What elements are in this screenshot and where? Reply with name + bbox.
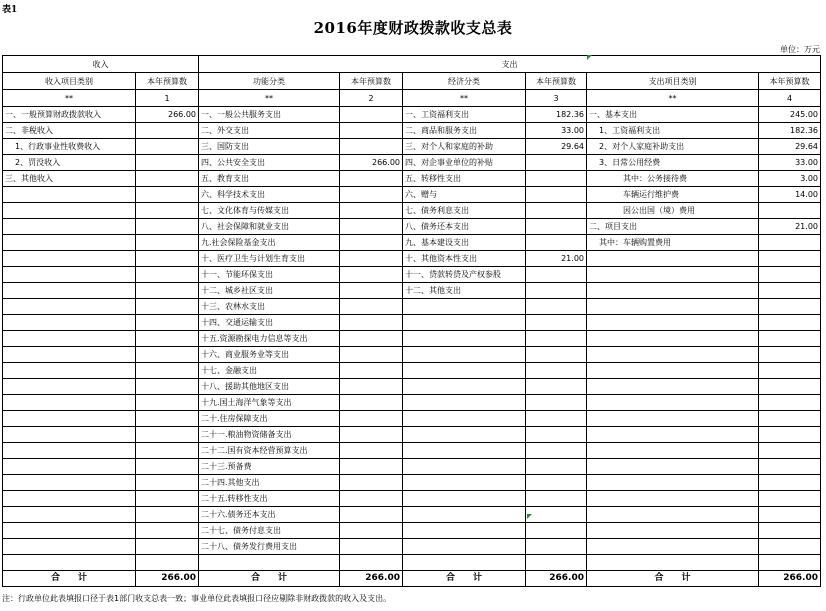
category-cell <box>587 283 759 299</box>
category-cell: 二、外交支出 <box>199 123 340 139</box>
budget-amount-cell <box>526 219 587 235</box>
category-cell <box>587 523 759 539</box>
table-row <box>3 283 821 299</box>
category-cell: 十五.资源勘探电力信息等支出 <box>199 331 340 347</box>
budget-amount-cell: 266.00 <box>340 155 403 171</box>
budget-amount-cell <box>526 523 587 539</box>
budget-amount-cell <box>136 139 199 155</box>
budget-amount-cell <box>759 299 821 315</box>
category-cell <box>403 555 526 571</box>
category-cell: 一、一般公共服务支出 <box>199 107 340 123</box>
budget-amount-cell: 14.00 <box>759 187 821 203</box>
budget-amount-cell <box>526 299 587 315</box>
budget-amount-cell <box>136 379 199 395</box>
category-cell: 1、行政事业性收费收入 <box>3 139 136 155</box>
category-cell: 十八、援助其他地区支出 <box>199 379 340 395</box>
category-cell <box>3 523 136 539</box>
budget-amount-cell <box>136 411 199 427</box>
category-cell <box>3 539 136 555</box>
category-cell <box>587 395 759 411</box>
budget-amount-cell <box>759 251 821 267</box>
column-header: 收入项目类别 <box>3 73 136 90</box>
index-cell: 2 <box>340 90 403 107</box>
category-cell: 其中：公务接待费 <box>587 171 759 187</box>
index-cell: ** <box>3 90 136 107</box>
total-label-cell: 合 计 <box>403 571 526 587</box>
budget-amount-cell <box>759 283 821 299</box>
budget-amount-cell <box>526 475 587 491</box>
total-amount-cell: 266.00 <box>340 571 403 587</box>
category-cell: 3、日常公用经费 <box>587 155 759 171</box>
table-row <box>3 203 821 219</box>
category-cell <box>3 315 136 331</box>
column-header: 本年预算数 <box>136 73 199 90</box>
budget-amount-cell <box>759 347 821 363</box>
category-cell: 二十六.债务还本支出 <box>199 507 340 523</box>
budget-amount-cell <box>136 123 199 139</box>
category-cell: 七、文化体育与传媒支出 <box>199 203 340 219</box>
category-cell <box>3 459 136 475</box>
budget-amount-cell <box>136 171 199 187</box>
table-row <box>3 107 821 123</box>
category-cell: 车辆运行维护费 <box>587 187 759 203</box>
category-cell <box>199 555 340 571</box>
table-row <box>3 123 821 139</box>
category-cell: 十一、节能环保支出 <box>199 267 340 283</box>
table-row <box>3 331 821 347</box>
budget-amount-cell: 33.00 <box>526 123 587 139</box>
budget-amount-cell <box>759 315 821 331</box>
table-row <box>3 251 821 267</box>
category-cell: 十、医疗卫生与计划生育支出 <box>199 251 340 267</box>
category-cell <box>587 315 759 331</box>
table-row <box>3 363 821 379</box>
category-cell: 五、教育支出 <box>199 171 340 187</box>
category-cell <box>403 347 526 363</box>
category-cell: 2、对个人家庭补助支出 <box>587 139 759 155</box>
budget-amount-cell <box>136 443 199 459</box>
category-cell <box>403 539 526 555</box>
budget-amount-cell <box>526 427 587 443</box>
budget-amount-cell <box>526 411 587 427</box>
budget-amount-cell <box>136 507 199 523</box>
budget-amount-cell <box>340 187 403 203</box>
category-cell: 十二、其他支出 <box>403 283 526 299</box>
category-cell: 二十.住房保障支出 <box>199 411 340 427</box>
table-row <box>3 347 821 363</box>
table-label: 表1 <box>2 5 18 15</box>
budget-amount-cell <box>526 331 587 347</box>
total-label-cell: 合 计 <box>587 571 759 587</box>
category-cell <box>587 427 759 443</box>
budget-amount-cell <box>136 299 199 315</box>
category-cell <box>3 331 136 347</box>
category-cell: 九.社会保险基金支出 <box>199 235 340 251</box>
category-cell: 四、对企事业单位的补贴 <box>403 155 526 171</box>
total-label-cell: 合 计 <box>199 571 340 587</box>
category-cell <box>3 203 136 219</box>
budget-amount-cell <box>340 347 403 363</box>
budget-amount-cell <box>759 203 821 219</box>
budget-amount-cell <box>136 315 199 331</box>
category-cell: 六、科学技术支出 <box>199 187 340 203</box>
budget-amount-cell <box>340 507 403 523</box>
table-row <box>3 459 821 475</box>
budget-amount-cell <box>526 171 587 187</box>
budget-amount-cell <box>340 555 403 571</box>
budget-amount-cell: 3.00 <box>759 171 821 187</box>
budget-amount-cell: 29.64 <box>759 139 821 155</box>
category-cell: 八、社会保障和就业支出 <box>199 219 340 235</box>
income-group-header: 收入 <box>3 56 199 73</box>
budget-amount-cell <box>340 203 403 219</box>
category-cell: 二十四.其他支出 <box>199 475 340 491</box>
budget-amount-cell <box>759 379 821 395</box>
category-cell <box>403 475 526 491</box>
budget-amount-cell: 266.00 <box>136 107 199 123</box>
unit-label: 单位：万元 <box>780 45 820 54</box>
budget-amount-cell <box>340 267 403 283</box>
category-cell <box>3 187 136 203</box>
budget-amount-cell <box>526 283 587 299</box>
category-cell <box>403 443 526 459</box>
category-cell <box>587 331 759 347</box>
category-cell: 十六、商业服务业等支出 <box>199 347 340 363</box>
budget-amount-cell <box>759 235 821 251</box>
table-row <box>3 555 821 571</box>
category-cell <box>3 283 136 299</box>
budget-amount-cell <box>759 395 821 411</box>
category-cell: 八、债务还本支出 <box>403 219 526 235</box>
category-cell <box>587 347 759 363</box>
category-cell <box>403 427 526 443</box>
expense-group-header: 支出 <box>199 56 821 73</box>
total-row <box>3 571 821 587</box>
category-cell: 二、非税收入 <box>3 123 136 139</box>
budget-amount-cell <box>526 491 587 507</box>
table-row <box>3 139 821 155</box>
budget-amount-cell <box>340 411 403 427</box>
budget-amount-cell <box>526 235 587 251</box>
category-cell <box>587 299 759 315</box>
category-cell <box>403 491 526 507</box>
category-cell <box>3 491 136 507</box>
category-cell <box>403 331 526 347</box>
budget-amount-cell <box>340 123 403 139</box>
total-label-cell: 合 计 <box>3 571 136 587</box>
budget-amount-cell <box>759 459 821 475</box>
category-cell <box>587 411 759 427</box>
category-cell: 四、公共安全支出 <box>199 155 340 171</box>
category-cell: 二、项目支出 <box>587 219 759 235</box>
category-cell: 三、其他收入 <box>3 171 136 187</box>
budget-amount-cell <box>136 219 199 235</box>
column-header-row <box>3 73 821 90</box>
budget-amount-cell <box>526 315 587 331</box>
budget-amount-cell <box>136 267 199 283</box>
category-cell <box>403 507 526 523</box>
budget-amount-cell <box>759 267 821 283</box>
category-cell: 二十三.预备费 <box>199 459 340 475</box>
column-header: 本年预算数 <box>526 73 587 90</box>
budget-amount-cell <box>759 555 821 571</box>
category-cell: 一、基本支出 <box>587 107 759 123</box>
category-cell: 十一、贷款转贷及产权参股 <box>403 267 526 283</box>
budget-table <box>2 55 821 587</box>
cell-marker-icon <box>587 55 592 60</box>
budget-amount-cell <box>136 427 199 443</box>
budget-amount-cell <box>136 539 199 555</box>
table-row <box>3 443 821 459</box>
budget-amount-cell: 182.36 <box>526 107 587 123</box>
budget-amount-cell <box>526 363 587 379</box>
category-cell <box>403 299 526 315</box>
budget-amount-cell <box>759 443 821 459</box>
category-cell <box>587 491 759 507</box>
total-amount-cell: 266.00 <box>136 571 199 587</box>
index-cell: 1 <box>136 90 199 107</box>
table-row <box>3 235 821 251</box>
table-row <box>3 187 821 203</box>
category-cell <box>403 411 526 427</box>
column-header: 功能分类 <box>199 73 340 90</box>
index-cell: ** <box>587 90 759 107</box>
index-cell: ** <box>403 90 526 107</box>
category-cell <box>3 555 136 571</box>
category-cell <box>3 379 136 395</box>
budget-amount-cell <box>136 395 199 411</box>
budget-amount-cell <box>136 491 199 507</box>
budget-amount-cell <box>340 443 403 459</box>
budget-amount-cell <box>340 475 403 491</box>
category-cell: 十三、农林水支出 <box>199 299 340 315</box>
budget-amount-cell <box>759 475 821 491</box>
budget-amount-cell <box>526 347 587 363</box>
category-cell: 六、赠与 <box>403 187 526 203</box>
budget-amount-cell <box>340 379 403 395</box>
table-row <box>3 411 821 427</box>
table-row <box>3 507 821 523</box>
budget-amount-cell <box>136 187 199 203</box>
category-cell: 二、商品和服务支出 <box>403 123 526 139</box>
column-header: 本年预算数 <box>759 73 821 90</box>
budget-amount-cell <box>136 523 199 539</box>
budget-amount-cell <box>340 299 403 315</box>
budget-amount-cell <box>526 443 587 459</box>
budget-amount-cell <box>136 555 199 571</box>
budget-amount-cell <box>526 507 587 523</box>
budget-amount-cell: 245.00 <box>759 107 821 123</box>
index-row <box>3 90 821 107</box>
budget-amount-cell <box>136 155 199 171</box>
page-title: 2016年度财政拨款收支总表 <box>313 19 513 37</box>
category-cell <box>3 411 136 427</box>
footnote: 注：行政单位此表填报口径于表1部门收支总表一致；事业单位此表填报口径应剔除非财政拨款的收入及支出。 <box>2 594 392 603</box>
budget-amount-cell <box>340 427 403 443</box>
budget-amount-cell <box>759 427 821 443</box>
budget-amount-cell <box>759 539 821 555</box>
category-cell: 十二、城乡社区支出 <box>199 283 340 299</box>
budget-amount-cell <box>340 171 403 187</box>
category-cell: 十七、金融支出 <box>199 363 340 379</box>
budget-amount-cell <box>526 203 587 219</box>
category-cell <box>3 347 136 363</box>
budget-amount-cell <box>340 459 403 475</box>
budget-amount-cell <box>759 491 821 507</box>
category-cell <box>587 379 759 395</box>
budget-amount-cell <box>526 459 587 475</box>
budget-amount-cell <box>759 507 821 523</box>
table-row <box>3 299 821 315</box>
budget-amount-cell <box>526 267 587 283</box>
category-cell <box>587 363 759 379</box>
cell-marker-icon <box>527 514 532 519</box>
budget-table-container <box>2 55 820 584</box>
table-row <box>3 475 821 491</box>
table-row <box>3 395 821 411</box>
budget-amount-cell <box>340 539 403 555</box>
budget-amount-cell: 33.00 <box>759 155 821 171</box>
budget-amount-cell <box>136 251 199 267</box>
category-cell: 2、罚没收入 <box>3 155 136 171</box>
category-cell: 二十七、债务付息支出 <box>199 523 340 539</box>
category-cell: 十、其他资本性支出 <box>403 251 526 267</box>
budget-amount-cell <box>340 107 403 123</box>
budget-amount-cell: 182.36 <box>759 123 821 139</box>
category-cell <box>587 267 759 283</box>
category-cell: 因公出国（境）费用 <box>587 203 759 219</box>
budget-amount-cell <box>526 539 587 555</box>
budget-amount-cell <box>136 475 199 491</box>
category-cell: 三、对个人和家庭的补助 <box>403 139 526 155</box>
category-cell <box>403 395 526 411</box>
budget-amount-cell <box>340 283 403 299</box>
budget-amount-cell <box>340 219 403 235</box>
category-cell <box>587 507 759 523</box>
budget-amount-cell: 21.00 <box>526 251 587 267</box>
budget-amount-cell <box>136 283 199 299</box>
budget-amount-cell <box>136 347 199 363</box>
category-cell: 三、国防支出 <box>199 139 340 155</box>
category-cell <box>3 235 136 251</box>
budget-amount-cell <box>340 331 403 347</box>
group-header-row <box>3 56 821 73</box>
budget-amount-cell <box>340 523 403 539</box>
budget-amount-cell <box>136 331 199 347</box>
category-cell: 一、工资福利支出 <box>403 107 526 123</box>
category-cell <box>587 459 759 475</box>
budget-amount-cell <box>340 139 403 155</box>
category-cell <box>3 219 136 235</box>
table-row <box>3 379 821 395</box>
budget-amount-cell <box>526 395 587 411</box>
category-cell <box>3 507 136 523</box>
category-cell <box>403 315 526 331</box>
category-cell <box>3 363 136 379</box>
budget-amount-cell <box>340 395 403 411</box>
column-header: 本年预算数 <box>340 73 403 90</box>
category-cell <box>3 299 136 315</box>
category-cell <box>587 443 759 459</box>
category-cell: 二十一.粮油物资储备支出 <box>199 427 340 443</box>
category-cell <box>3 427 136 443</box>
category-cell: 九、基本建设支出 <box>403 235 526 251</box>
budget-amount-cell <box>136 459 199 475</box>
budget-amount-cell: 21.00 <box>759 219 821 235</box>
budget-amount-cell <box>340 363 403 379</box>
category-cell <box>3 443 136 459</box>
total-amount-cell: 266.00 <box>526 571 587 587</box>
category-cell <box>3 475 136 491</box>
category-cell: 十九.国土海洋气象等支出 <box>199 395 340 411</box>
category-cell: 一、一般预算财政拨款收入 <box>3 107 136 123</box>
category-cell <box>587 555 759 571</box>
category-cell: 二十五.转移性支出 <box>199 491 340 507</box>
table-row <box>3 427 821 443</box>
category-cell <box>403 363 526 379</box>
category-cell <box>587 251 759 267</box>
category-cell: 七、债务利息支出 <box>403 203 526 219</box>
category-cell <box>587 475 759 491</box>
table-row <box>3 539 821 555</box>
budget-amount-cell: 29.64 <box>526 139 587 155</box>
budget-amount-cell <box>526 155 587 171</box>
category-cell: 十四、交通运输支出 <box>199 315 340 331</box>
table-row <box>3 315 821 331</box>
category-cell: 二十二.国有资本经营预算支出 <box>199 443 340 459</box>
budget-amount-cell <box>136 203 199 219</box>
category-cell: 二十八、债务发行费用支出 <box>199 539 340 555</box>
table-row <box>3 523 821 539</box>
column-header: 支出项目类别 <box>587 73 759 90</box>
category-cell <box>403 459 526 475</box>
index-cell: ** <box>199 90 340 107</box>
budget-amount-cell <box>340 251 403 267</box>
budget-amount-cell <box>526 555 587 571</box>
budget-amount-cell <box>759 363 821 379</box>
table-row <box>3 171 821 187</box>
budget-amount-cell <box>759 523 821 539</box>
budget-amount-cell <box>340 491 403 507</box>
index-cell: 4 <box>759 90 821 107</box>
budget-amount-cell <box>136 235 199 251</box>
category-cell <box>3 395 136 411</box>
category-cell <box>403 523 526 539</box>
budget-amount-cell <box>759 411 821 427</box>
budget-amount-cell <box>340 235 403 251</box>
total-amount-cell: 266.00 <box>759 571 821 587</box>
category-cell: 其中：车辆购置费用 <box>587 235 759 251</box>
category-cell <box>587 539 759 555</box>
category-cell <box>403 379 526 395</box>
category-cell: 五、转移性支出 <box>403 171 526 187</box>
budget-amount-cell <box>526 379 587 395</box>
category-cell <box>3 251 136 267</box>
table-row <box>3 267 821 283</box>
table-row <box>3 155 821 171</box>
table-row <box>3 491 821 507</box>
table-row <box>3 219 821 235</box>
category-cell <box>3 267 136 283</box>
budget-amount-cell <box>340 315 403 331</box>
column-header: 经济分类 <box>403 73 526 90</box>
budget-amount-cell <box>136 363 199 379</box>
budget-amount-cell <box>759 331 821 347</box>
category-cell: 1、工资福利支出 <box>587 123 759 139</box>
index-cell: 3 <box>526 90 587 107</box>
budget-amount-cell <box>526 187 587 203</box>
